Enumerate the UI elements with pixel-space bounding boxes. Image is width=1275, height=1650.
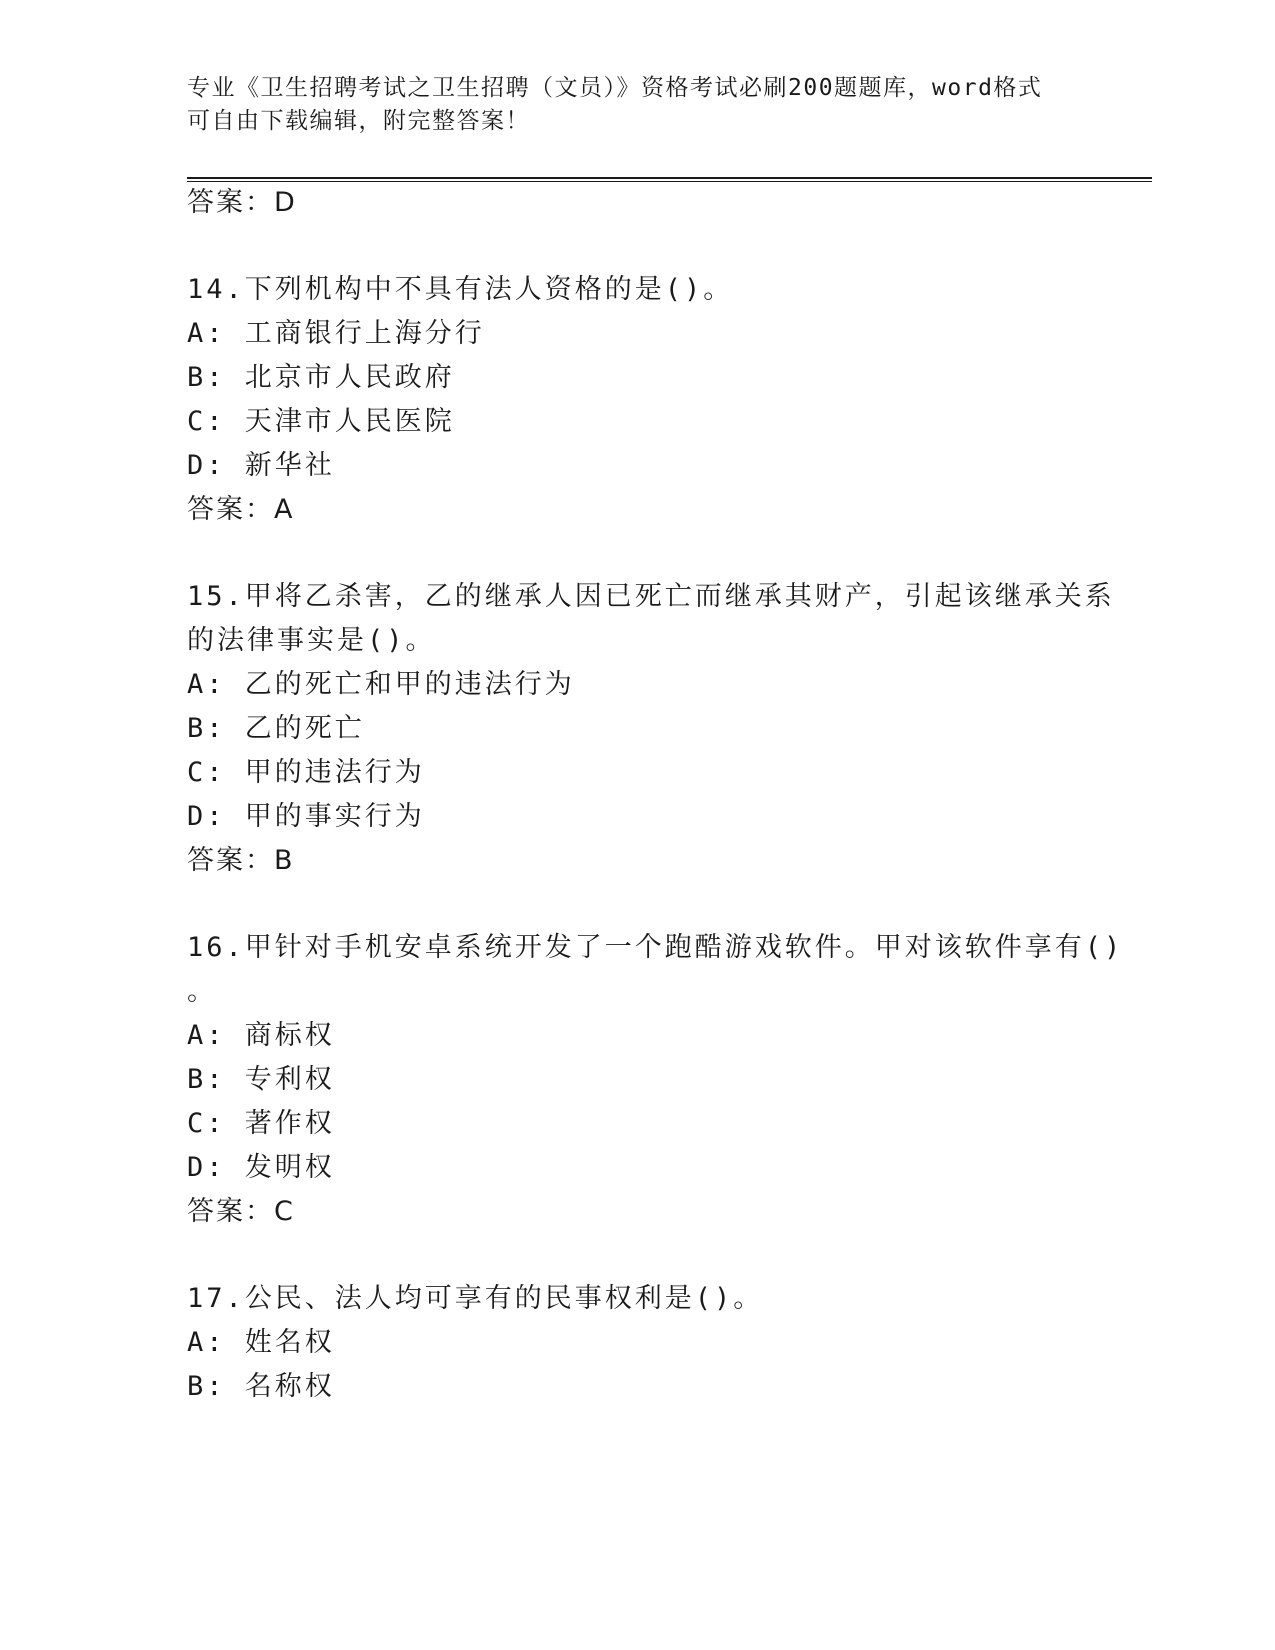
question-14-stem: 14.下列机构中不具有法人资格的是()。 <box>187 274 734 305</box>
question-14-option-b: B: 北京市人民政府 <box>187 362 455 393</box>
page-header <box>187 72 1067 138</box>
question-17-stem: 17.公民、法人均可享有的民事权利是()。 <box>187 1283 764 1314</box>
question-15-option-b: B: 乙的死亡 <box>187 713 365 744</box>
question-15-option-d: D: 甲的事实行为 <box>187 801 425 832</box>
question-15-stem-line-2: 的法律事实是()。 <box>187 625 436 656</box>
question-15-option-a: A: 乙的死亡和甲的违法行为 <box>187 669 575 700</box>
question-16-answer: 答案：C <box>187 1196 295 1227</box>
question-17-option-b: B: 名称权 <box>187 1371 335 1402</box>
question-15-stem-line-1: 15.甲将乙杀害，乙的继承人因已死亡而继承其财产，引起该继承关系 <box>187 581 1115 612</box>
question-15-answer: 答案：B <box>187 845 295 876</box>
question-14-option-c: C: 天津市人民医院 <box>187 406 455 437</box>
question-14-option-d: D: 新华社 <box>187 450 335 481</box>
question-16-option-d: D: 发明权 <box>187 1152 335 1183</box>
header-divider <box>187 177 1152 182</box>
question-16-option-c: C: 著作权 <box>187 1108 335 1139</box>
header-title-line-2: 可自由下载编辑，附完整答案！ <box>187 108 530 134</box>
question-14-option-a: A: 工商银行上海分行 <box>187 318 485 349</box>
question-14-answer: 答案：A <box>187 494 295 525</box>
header-title-line-1: 专业《卫生招聘考试之卫生招聘（文员）》资格考试必刷200题题库，word格式 <box>187 75 1043 101</box>
previous-answer: 答案：D <box>187 187 297 218</box>
question-17-option-a: A: 姓名权 <box>187 1327 335 1358</box>
question-16-stem-line-1: 16.甲针对手机安卓系统开发了一个跑酷游戏软件。甲对该软件享有() <box>187 932 1124 963</box>
question-16-option-a: A: 商标权 <box>187 1020 335 1051</box>
question-16-option-b: B: 专利权 <box>187 1064 335 1095</box>
question-15-option-c: C: 甲的违法行为 <box>187 757 425 788</box>
question-16-stem-line-2: 。 <box>187 976 217 1007</box>
